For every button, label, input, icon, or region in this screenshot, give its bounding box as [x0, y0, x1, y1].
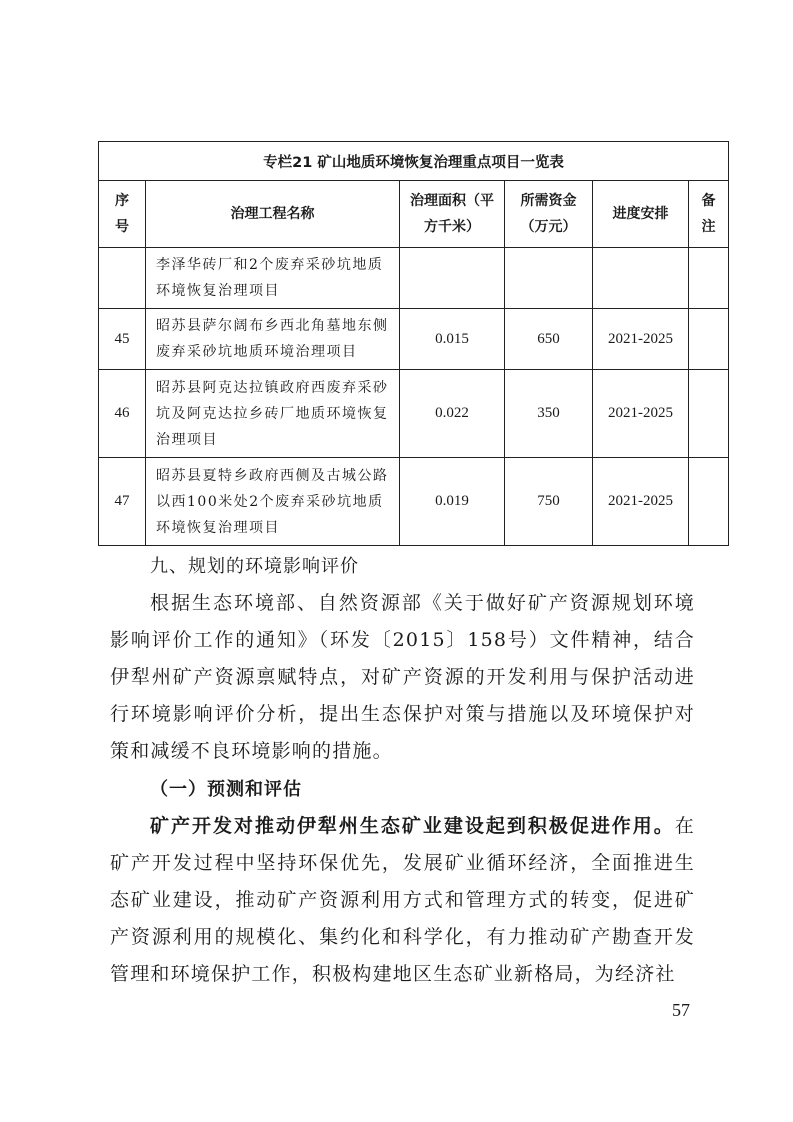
- table-caption: 专栏21 矿山地质环境恢复治理重点项目一览表: [99, 142, 729, 181]
- cell-schedule: [593, 248, 689, 309]
- cell-name: 昭苏县萨尔阔布乡西北角墓地东侧废弃采砂坑地质环境治理项目: [146, 309, 400, 370]
- table-row: [99, 248, 729, 309]
- cell-area: 0.019: [400, 458, 505, 546]
- cell-funds: 350: [505, 370, 593, 458]
- cell-name: 昭苏县阿克达拉镇政府西废弃采砂坑及阿克达拉乡砖厂地质环境恢复治理项目: [146, 370, 400, 458]
- cell-schedule: 2021-2025: [593, 309, 689, 370]
- header-index: 序号: [99, 181, 146, 248]
- header-remark: 备注: [689, 181, 729, 248]
- cell-funds: 650: [505, 309, 593, 370]
- cell-schedule: 2021-2025: [593, 370, 689, 458]
- paragraph-mining-development: [110, 808, 695, 993]
- table-row: [99, 309, 729, 370]
- key-projects-table: [98, 141, 729, 546]
- cell-index: 46: [99, 370, 146, 458]
- section-heading: 九、规划的环境影响评价: [150, 556, 359, 577]
- cell-remark: [689, 309, 729, 370]
- paragraph-lead-sentence: 矿产开发对推动伊犁州生态矿业建设起到积极促进作用。: [150, 815, 675, 837]
- cell-area: 0.015: [400, 309, 505, 370]
- page-number: 57: [672, 1000, 690, 1020]
- header-funds: 所需资金（万元）: [505, 181, 593, 248]
- cell-name: 昭苏县夏特乡政府西侧及古城公路以西100米处2个废弃采砂坑地质环境恢复治理项目: [146, 458, 400, 546]
- cell-remark: [689, 248, 729, 309]
- cell-schedule: 2021-2025: [593, 458, 689, 546]
- paragraph-environmental-assessment: 根据生态环境部、自然资源部《关于做好矿产资源规划环境影响评价工作的通知》（环发〔2015〕158号）文件精神，结合伊犁州矿产资源禀赋特点，对矿产资源的开发利用与保护活动进行环境影响评价分析，提出生态保护对策与措施以及环境保护对策和减缓不良环境影响的措施。: [110, 592, 695, 762]
- cell-funds: 750: [505, 458, 593, 546]
- header-schedule: 进度安排: [593, 181, 689, 248]
- cell-index: 47: [99, 458, 146, 546]
- table-row: [99, 370, 729, 458]
- cell-remark: [689, 458, 729, 546]
- header-name: 治理工程名称: [146, 181, 400, 248]
- cell-name: 李泽华砖厂和2个废弃采砂坑地质环境恢复治理项目: [146, 248, 400, 309]
- header-area: 治理面积（平方千米）: [400, 181, 505, 248]
- cell-area: 0.022: [400, 370, 505, 458]
- table-row: [99, 458, 729, 546]
- cell-funds: [505, 248, 593, 309]
- paragraph-body: 在矿产开发过程中坚持环保优先，发展矿业循环经济，全面推进生态矿业建设，推动矿产资源利用方式和管理方式的转变，促进矿产资源利用的规模化、集约化和科学化，有力推动矿产勘查开发管理和环境保护工作，积极构建地区生态矿业新格局，为经济社: [110, 815, 695, 985]
- cell-index: [99, 248, 146, 309]
- cell-remark: [689, 370, 729, 458]
- subsection-heading: （一）预测和评估: [150, 779, 302, 800]
- cell-area: [400, 248, 505, 309]
- cell-index: 45: [99, 309, 146, 370]
